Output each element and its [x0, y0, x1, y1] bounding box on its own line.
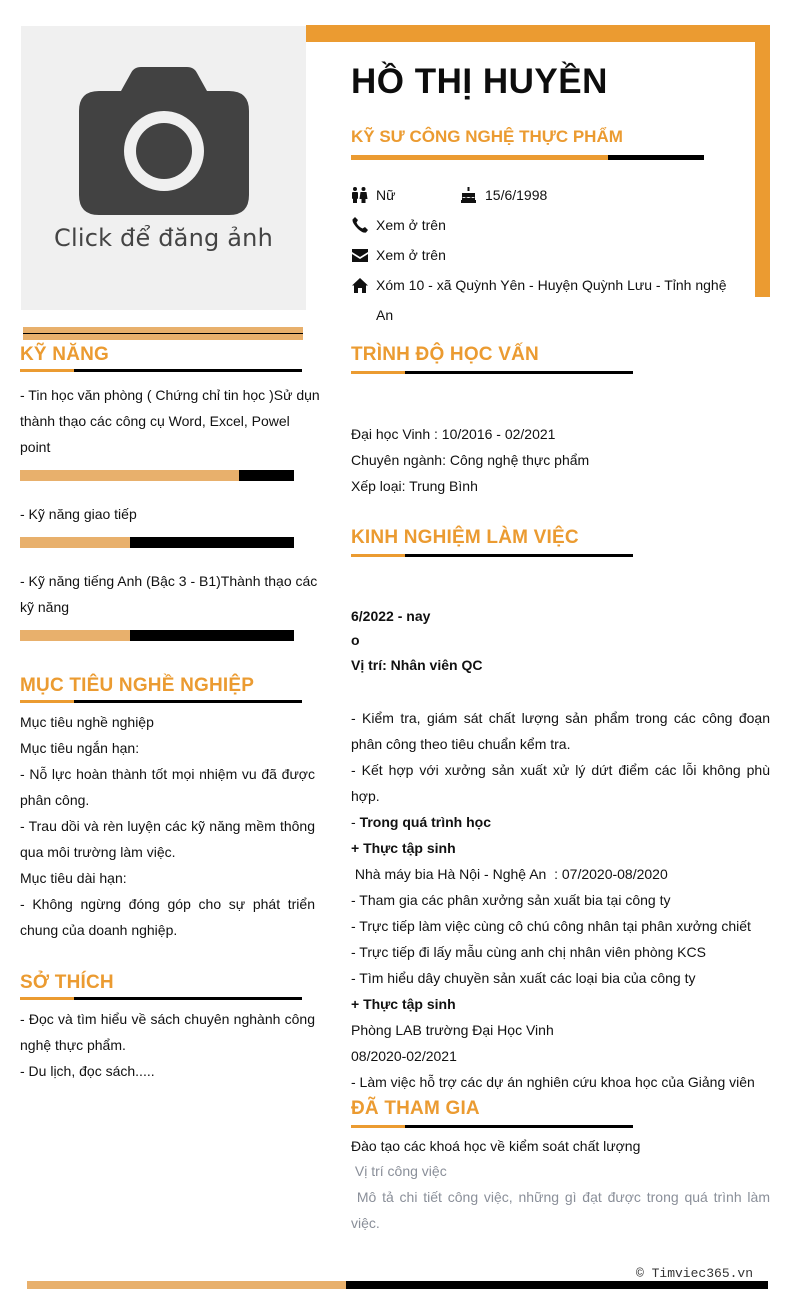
experience-title-underline	[351, 554, 633, 557]
objective-title-underline	[20, 700, 302, 703]
activity-position-placeholder[interactable]: Vị trí công việc	[351, 1163, 447, 1179]
hobbies-title: SỞ THÍCH	[20, 972, 114, 993]
candidate-name[interactable]: HỒ THỊ HUYỀN	[351, 62, 608, 101]
gender-icon	[351, 187, 368, 204]
skill-level-bar	[20, 630, 294, 641]
gender-row	[351, 185, 395, 205]
experience-description[interactable]: - Kiểm tra, giám sát chất lượng sản phẩm trong các công đoạn phân công theo tiêu chuẩn kểm tra. - Kết hợp với xưởng sản xuất xử lý dứt điểm các lỗi không phù hợp. - Trong quá trình học + Thực tập sinh Nhà máy bia Hà Nội - Nghệ An : 07/2020-08/2020 - Tham gia các phân xưởng sản xuất bia tại công ty - Trực tiếp làm việc cùng cô chú công nhân tại phân xưởng chiết - Trực tiếp đi lấy mẫu cùng anh chị nhân viên phòng KCS - Tìm hiểu dây chuyền sản xuất các loại bia của công ty + Thực tập sinh Phòng LAB trường Đại Học Vinh 08/2020-02/2021 - Làm việc hỗ trợ các dự án nghiên cứu khoa học của Giảng viên	[351, 710, 770, 1090]
copyright-text: © Timviec365.vn	[636, 1266, 754, 1281]
objective-title: MỤC TIÊU NGHỀ NGHIỆP	[20, 675, 255, 696]
skill-item[interactable]: - Kỹ năng giao tiếp	[20, 506, 137, 522]
skill-level-bar	[20, 537, 294, 548]
phone-icon	[351, 217, 368, 234]
email-row	[351, 245, 446, 265]
activities-title-underline	[351, 1125, 633, 1128]
phone-value[interactable]: Xem ở trên	[376, 217, 446, 233]
decorative-frame-top	[306, 25, 770, 42]
address-row	[351, 275, 727, 295]
photo-upload[interactable]	[21, 26, 306, 310]
skills-title-underline	[20, 369, 302, 372]
activity-name[interactable]: Đào tạo các khoá học về kiểm soát chất lượng	[351, 1138, 641, 1154]
objective-content[interactable]: Mục tiêu nghề nghiệp Mục tiêu ngắn hạn: - Nỗ lực hoàn thành tốt mọi nhiệm vu đã được phân công. - Trau dồi và rèn luyện các kỹ năng mềm thông qua môi trường làm việc. Mục tiêu dài hạn: - Không ngừng đóng góp cho sự phát triển chung của doanh nghiệp.	[20, 714, 315, 938]
birthday-value[interactable]: 15/6/1998	[485, 187, 548, 203]
hobbies-content[interactable]: - Đọc và tìm hiểu về sách chuyên nghành công nghệ thực phẩm. - Du lịch, đọc sách.....	[20, 1011, 315, 1079]
address-value-line2[interactable]: An	[376, 307, 394, 323]
address-row-continued	[376, 305, 393, 325]
activity-description-placeholder[interactable]: Mô tả chi tiết công việc, những gì đạt được trong quá trình làm việc.	[351, 1189, 774, 1231]
left-column-divider	[23, 327, 303, 340]
title-underline	[351, 155, 704, 160]
skill-item[interactable]: - Kỹ năng tiếng Anh (Bậc 3 - B1)Thành thạo các kỹ năng	[20, 573, 318, 615]
envelope-icon	[351, 247, 368, 264]
skills-title: KỸ NĂNG	[20, 344, 110, 365]
experience-period[interactable]: 6/2022 - nay	[351, 608, 431, 624]
birthday-cake-icon	[460, 187, 477, 204]
camera-icon	[79, 67, 249, 215]
education-title-underline	[351, 371, 633, 374]
address-value[interactable]: Xóm 10 - xã Quỳnh Yên - Huyện Quỳnh Lưu - Tỉnh nghệ	[376, 277, 727, 293]
home-icon	[351, 277, 368, 294]
photo-upload-label: Click để đăng ảnh	[54, 224, 273, 252]
phone-row	[351, 215, 446, 235]
activities-title: ĐÃ THAM GIA	[351, 1098, 480, 1119]
skill-item[interactable]: - Tin học văn phòng ( Chứng chỉ tin học )Sử dụn thành thạo các công cụ Word, Excel, Powel point	[20, 387, 320, 455]
footer-bar	[27, 1281, 768, 1289]
experience-position[interactable]: Vị trí: Nhân viên QC	[351, 657, 483, 673]
education-content[interactable]: Đại học Vinh : 10/2016 - 02/2021 Chuyên ngành: Công nghệ thực phẩm Xếp loại: Trung Bình	[351, 426, 590, 494]
decorative-frame-right	[755, 25, 770, 297]
skill-level-bar	[20, 470, 294, 481]
gender-value[interactable]: Nữ	[376, 187, 396, 203]
experience-title: KINH NGHIỆM LÀM VIỆC	[351, 527, 579, 548]
education-title: TRÌNH ĐỘ HỌC VẤN	[351, 344, 539, 365]
email-value[interactable]: Xem ở trên	[376, 247, 446, 263]
hobbies-title-underline	[20, 997, 302, 1000]
experience-company[interactable]: o	[351, 632, 360, 648]
birthday-row	[460, 185, 547, 205]
job-title[interactable]: KỸ SƯ CÔNG NGHỆ THỰC PHẨM	[351, 127, 623, 146]
study-line: - Trong quá trình học	[351, 814, 491, 830]
